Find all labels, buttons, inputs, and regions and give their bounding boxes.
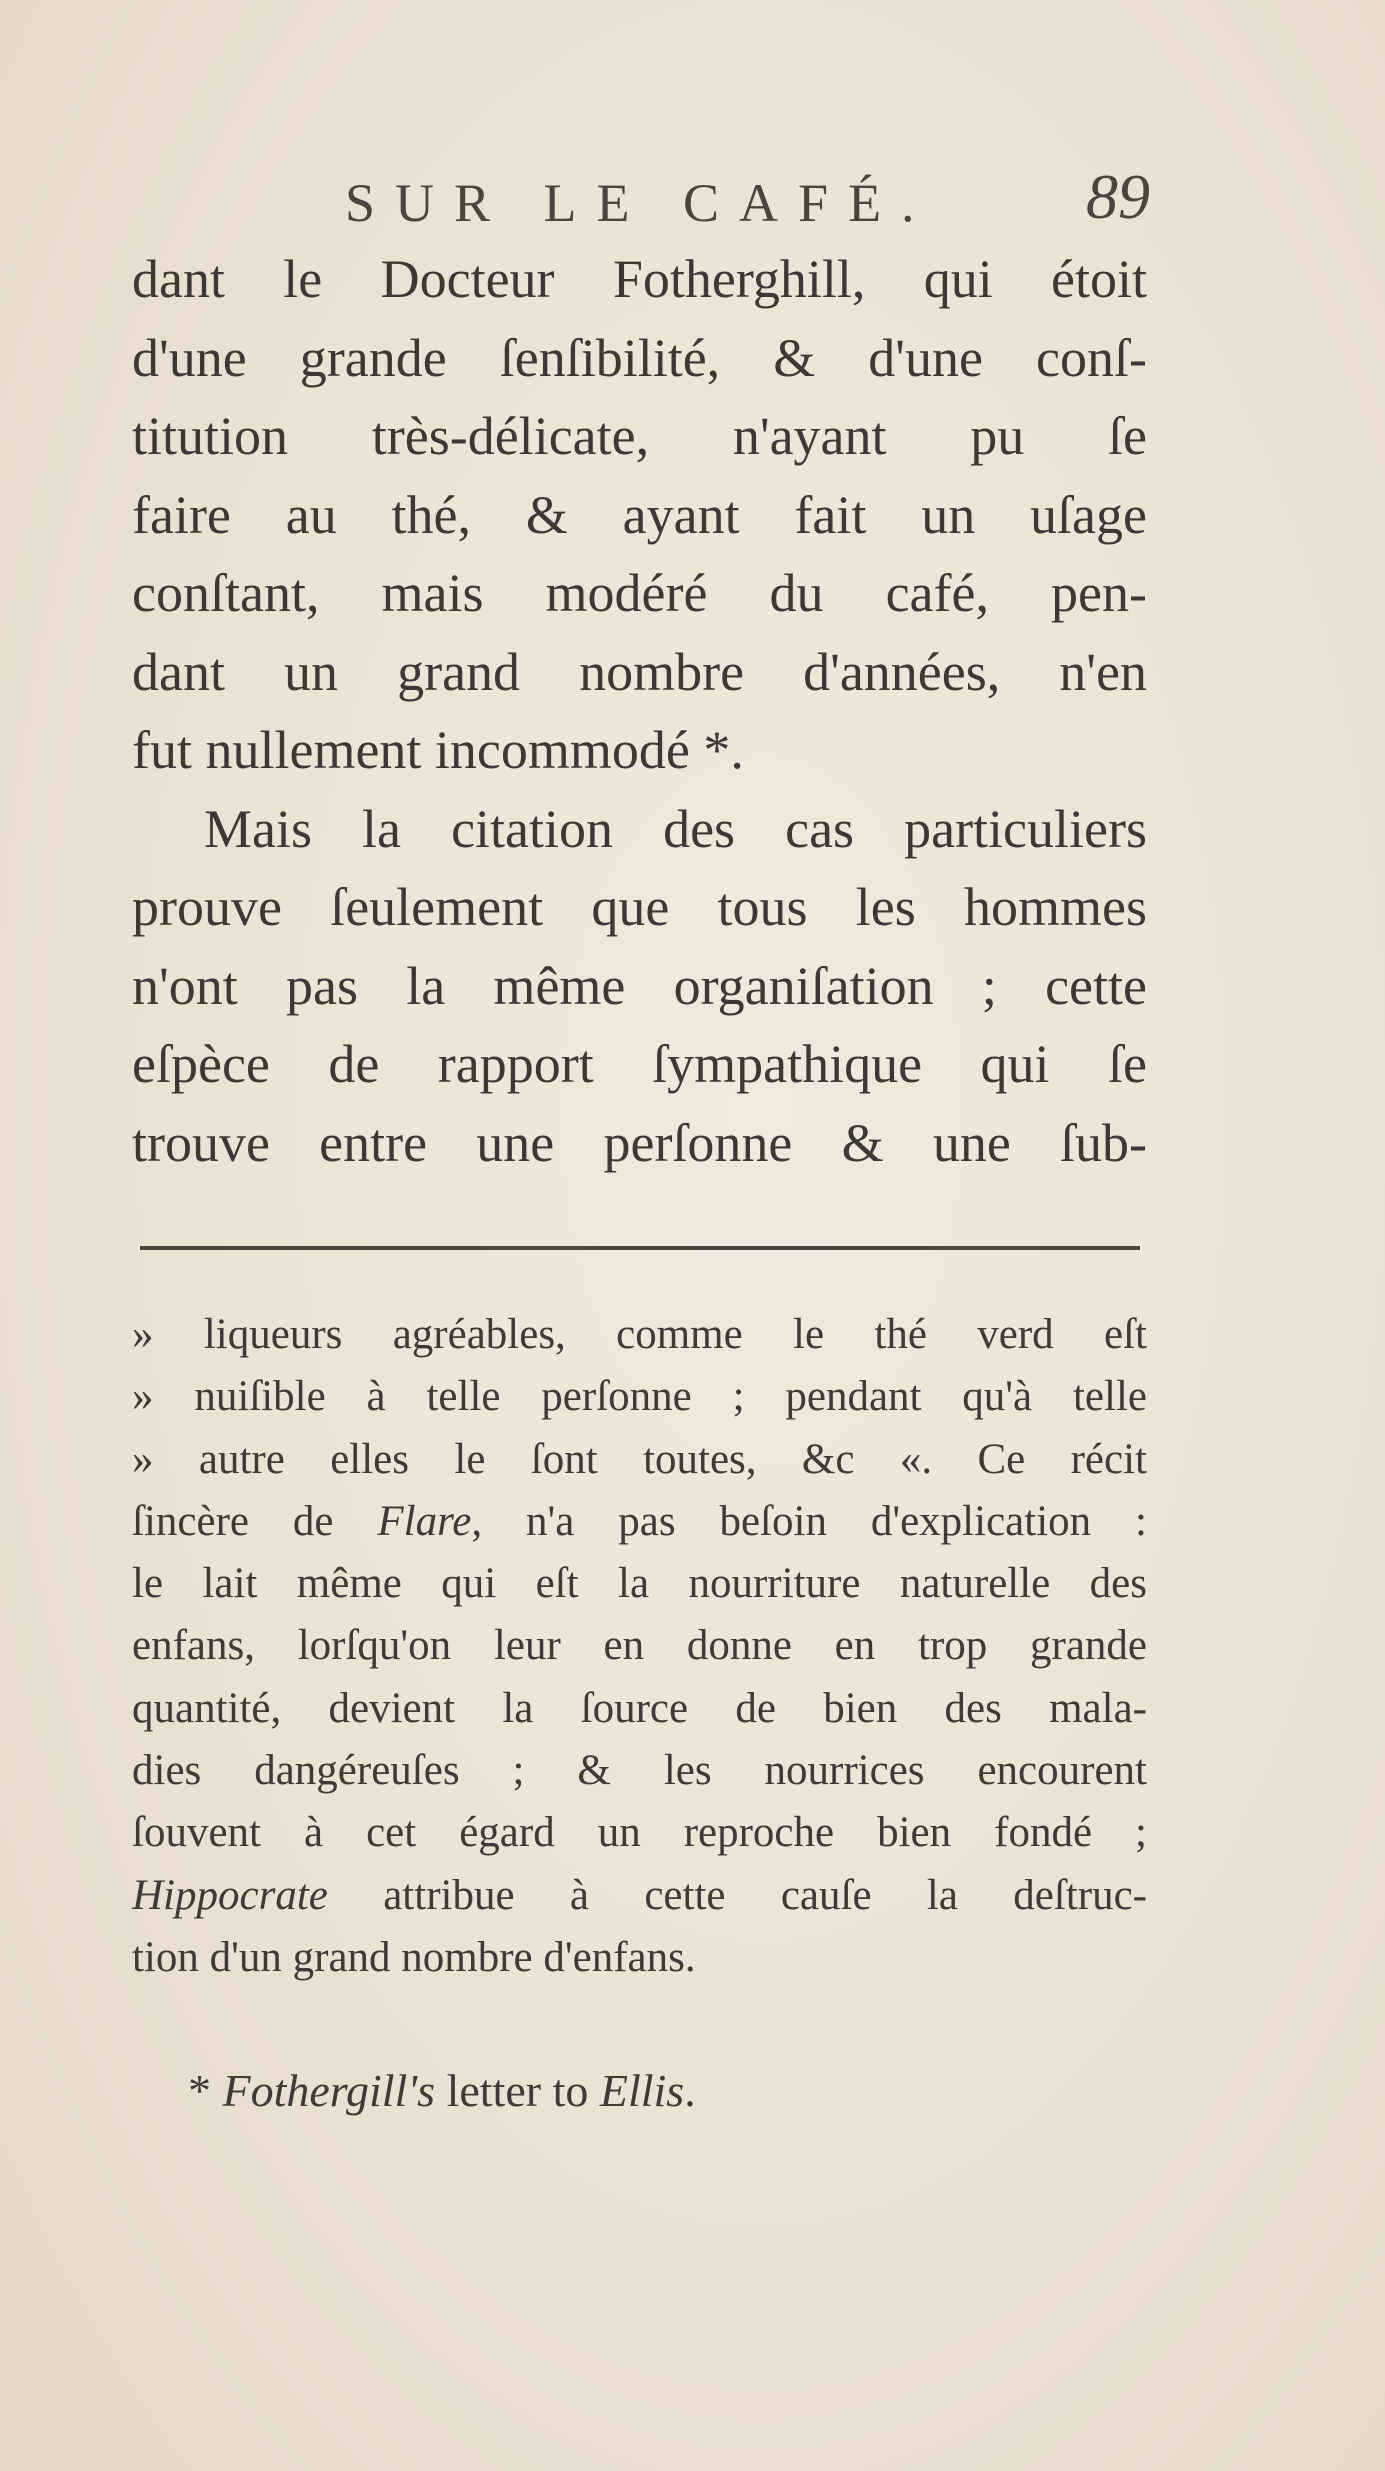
text-line: trouve entre une perſonne & une ſub- xyxy=(132,1112,1147,1173)
text-line: conſtant, mais modéré du café, pen- xyxy=(132,563,1147,623)
note-line: tion d'un grand nombre d'enfans. xyxy=(132,1933,696,1981)
text-line: d'une grande ſenſibilité, & d'une conſ- xyxy=(132,327,1147,388)
running-head xyxy=(130,160,1150,250)
text-line: n'ont pas la même organiſation ; cette xyxy=(132,955,1147,1016)
note-text xyxy=(132,1304,1147,1989)
note-text-run: attribue à cette cauſe la deſtruc- xyxy=(327,1871,1147,1919)
footnote-recipient: Ellis xyxy=(599,2065,685,2116)
text-line: eſpèce de rapport ſympathique qui ſe xyxy=(132,1034,1147,1094)
note-text-run: , n'a pas beſoin d'explication : xyxy=(471,1497,1148,1545)
text-line: dant le Docteur Fotherghill, qui étoit xyxy=(132,249,1147,309)
running-title: SUR LE CAFÉ. xyxy=(345,173,935,233)
note-line: ſouvent à cet égard un reproche bien fondé ; xyxy=(132,1809,1147,1857)
footnote-marker: * xyxy=(188,2065,223,2116)
note-line: quantité, devient la ſource de bien des mala- xyxy=(132,1684,1147,1732)
note-line: le lait même qui eſt la nourriture naturelle des xyxy=(132,1560,1147,1608)
note-text-run: ſincère de xyxy=(132,1497,378,1545)
page-number: 89 xyxy=(1086,161,1150,232)
text-line: prouve ſeulement que tous les hommes xyxy=(132,877,1147,937)
footnote-divider xyxy=(140,1246,1140,1250)
italic-name: Flare xyxy=(377,1497,472,1545)
text-line: faire au thé, & ayant fait un uſage xyxy=(132,484,1147,545)
footnote-text: letter to xyxy=(435,2065,600,2116)
note-line: dies dangéreuſes ; & les nourrices encourent xyxy=(132,1747,1147,1795)
text-line: dant un grand nombre d'années, n'en xyxy=(132,641,1147,702)
note-line: » nuiſible à telle perſonne ; pendant qu'à telle xyxy=(132,1373,1147,1421)
note-line: » autre elles le ſont toutes, &c «. Ce récit xyxy=(132,1435,1147,1483)
footnote-author: Fothergill's xyxy=(222,2065,436,2116)
note-line xyxy=(132,1865,1147,1927)
italic-name: Hippocrate xyxy=(132,1871,328,1919)
note-line: » liqueurs agréables, comme le thé verd eſt xyxy=(132,1311,1147,1358)
text-line: titution très-délicate, n'ayant pu ſe xyxy=(132,406,1147,466)
footnote-end: . xyxy=(684,2065,696,2116)
footnote xyxy=(188,2064,1088,2117)
paragraph-start-line: Mais la citation des cas particuliers xyxy=(204,798,1147,859)
note-line xyxy=(132,1491,1147,1553)
main-text xyxy=(132,240,1147,1182)
note-line: enfans, lorſqu'on leur en donne en trop grande xyxy=(132,1622,1147,1670)
text-line: fut nullement incommodé *. xyxy=(132,720,744,780)
